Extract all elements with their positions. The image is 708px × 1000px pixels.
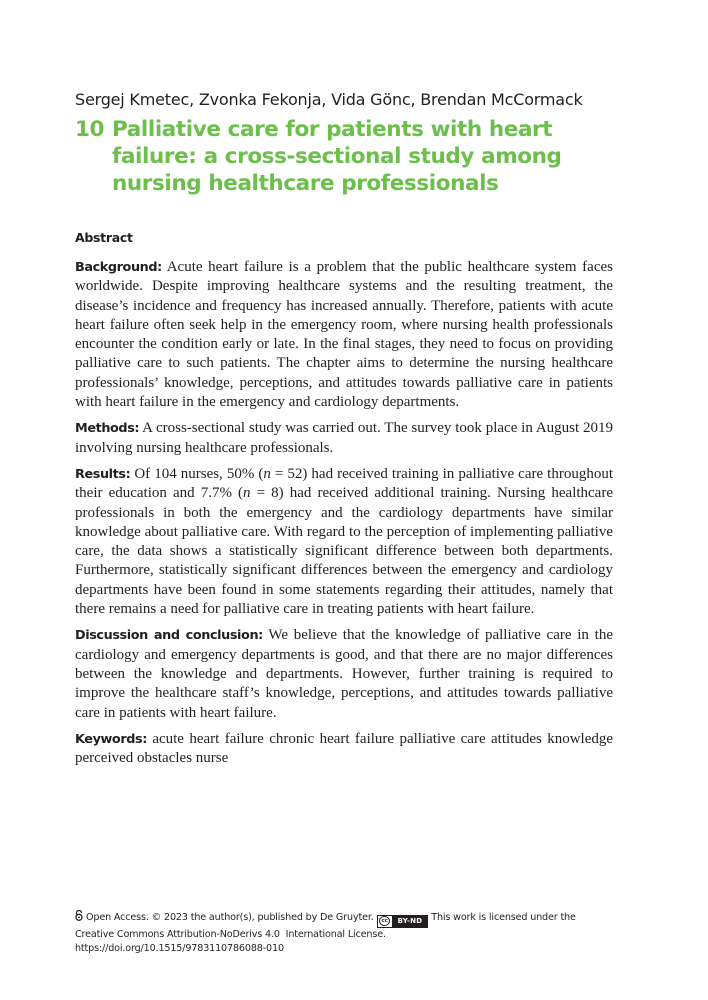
footer-line-1	[75, 910, 595, 928]
section-label: Discussion and conclusion:	[75, 628, 263, 644]
abstract-body	[75, 258, 613, 775]
section-text: Of 104 nurses, 50% (	[134, 465, 264, 482]
doi-link[interactable]: https://doi.org/10.1515/9783110786088-010	[75, 943, 284, 954]
chapter-title-text: Palliative care for patients with heart failure: a cross-sectional study among nursing healthcare professionals	[112, 117, 562, 196]
abstract-methods	[75, 419, 613, 458]
chapter-authors: Sergej Kmetec, Zvonka Fekonja, Vida Gönc, Brendan McCormack	[75, 90, 583, 109]
cc-by-nd-badge[interactable]	[377, 915, 429, 928]
section-text: acute heart failure chronic heart failure palliative care attitudes knowledge perceived obstacles nurse	[75, 730, 614, 767]
footer-line-2: Creative Commons Attribution-NoDerivs 4.0 International License.	[75, 928, 386, 940]
abstract-keywords	[75, 730, 613, 769]
chapter-title	[75, 116, 615, 197]
open-access-text: Open Access. © 2023 the author(s), published by De Gruyter.	[86, 912, 374, 923]
italic-n: n	[243, 485, 251, 502]
section-label: Results:	[75, 466, 131, 482]
cc-logo-icon: cc	[378, 916, 393, 927]
section-label: Background:	[75, 260, 162, 275]
license-text: This work is licensed under the	[431, 912, 576, 923]
section-text: = 8) had received additional training. Nursing healthcare professionals in both the emergency and the cardiology departments have similar knowledge about palliative care. With regard to the perception of implementing palliative care, the data shows a statistically significant difference between both departments. Furthermore, statistically significant differences between the emergency and cardiology departments have been found in some statements regarding their attitudes, namely that there remains a need for palliative care in treating patients with heart failure.	[75, 485, 613, 618]
open-access-lock-icon	[75, 910, 83, 921]
section-label: Keywords:	[75, 731, 147, 747]
abstract-results	[75, 465, 613, 619]
section-text: Acute heart failure is a problem that the public healthcare system faces worldwide. Despite improving healthcare systems and the resulting treatment, the disease’s incidence and frequency has increased annually. Therefore, patients with acute heart failure often seek help in the emergency room, where nursing health professionals encounter the condition early or late. In the final stages, they need to focus on providing palliative care to such patients. The chapter aims to determine the nursing healthcare professionals’ knowledge, perceptions, and attitudes towards palliative care in patients with heart failure in the emergency and cardiology departments.	[75, 259, 613, 411]
abstract-background	[75, 258, 613, 412]
chapter-number: 10	[75, 117, 105, 142]
abstract-discussion	[75, 626, 613, 722]
section-text: We believe that the knowledge of palliative care in the cardiology and emergency departments is good, and that there are no major differences between the knowledge and departments. However, further training is required to improve the healthcare staff’s knowledge, perceptions, and attitudes towards palliative care in patients with heart failure.	[75, 627, 614, 721]
license-footer	[75, 910, 595, 957]
section-text: A cross-sectional study was carried out. The survey took place in August 2019 involving nursing healthcare professionals.	[75, 420, 613, 456]
abstract-heading: Abstract	[75, 230, 133, 245]
section-text: = 52) had received training in palliative care throughout their education and 7.7% (	[75, 465, 613, 502]
section-label: Methods:	[75, 421, 140, 437]
italic-n: n	[263, 465, 271, 482]
license-badge-text: BY-ND	[397, 916, 423, 925]
